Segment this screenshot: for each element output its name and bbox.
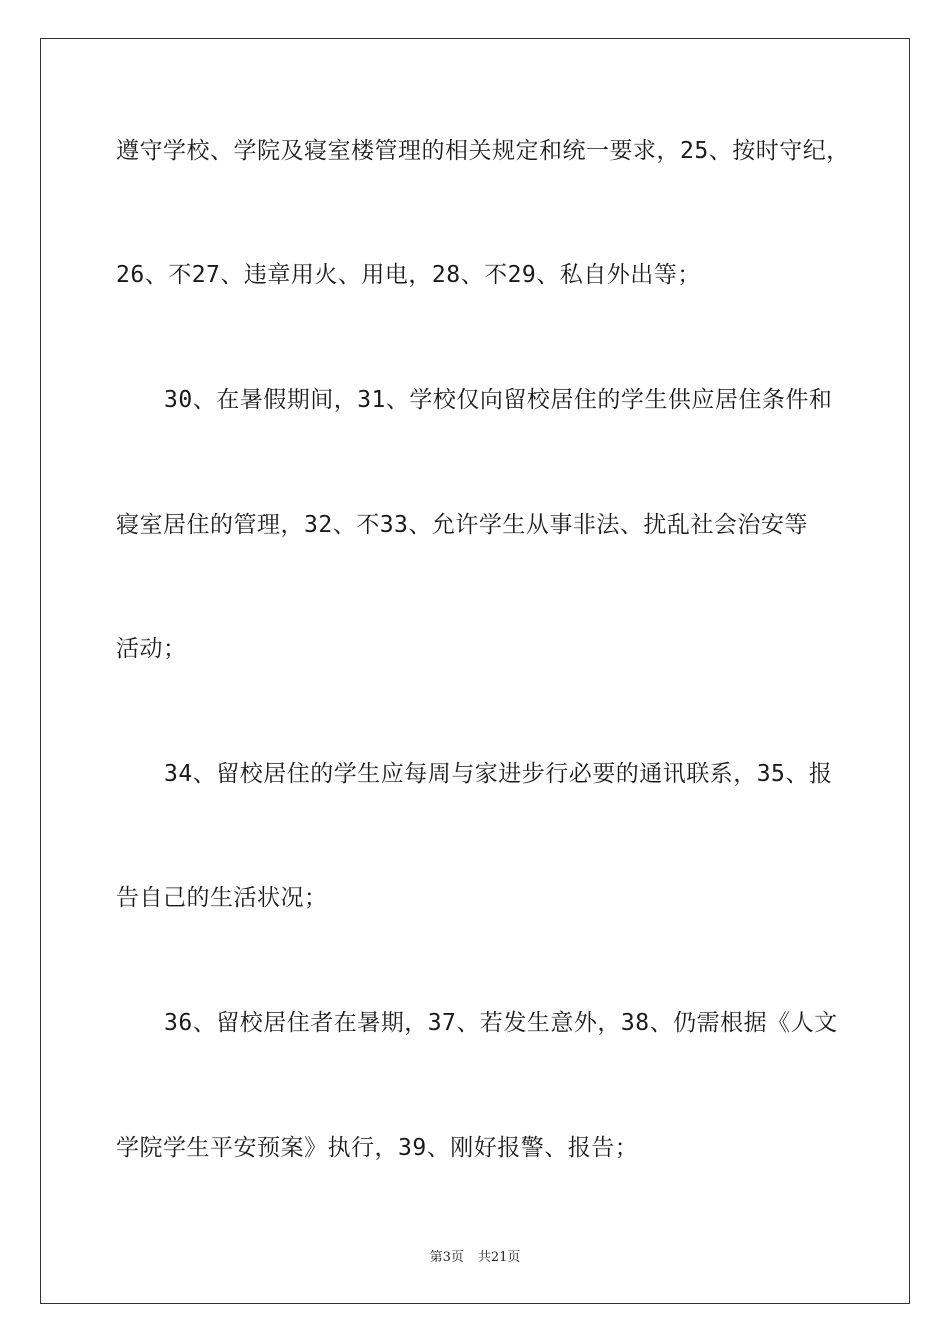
text-line-6: 34、留校居住的学生应每周与家进步行必要的通讯联系，35、报 (164, 761, 833, 787)
text-line-2: 26、不27、违章用火、用电，28、不29、私自外出等； (116, 262, 701, 288)
text-line-1: 遵守学校、学院及寝室楼管理的相关规定和统一要求，25、按时守纪， (116, 138, 850, 164)
page-number: 第3页 (429, 1250, 464, 1265)
page-footer (0, 1246, 950, 1265)
text-line-4: 寝室居住的管理，32、不33、允许学生从事非法、扰乱社会治安等 (116, 512, 808, 538)
text-line-3: 30、在暑假期间，31、学校仅向留校居住的学生供应居住条件和 (164, 387, 833, 413)
text-line-8: 36、留校居住者在暑期，37、若发生意外，38、仍需根据《人文 (164, 1010, 838, 1036)
page-total: 共21页 (477, 1250, 521, 1265)
text-line-9: 学院学生平安预案》执行，39、刚好报警、报告； (116, 1135, 639, 1161)
text-line-5: 活动； (116, 636, 187, 662)
page-border (40, 38, 910, 1304)
text-line-7: 告自己的生活状况； (116, 885, 328, 911)
